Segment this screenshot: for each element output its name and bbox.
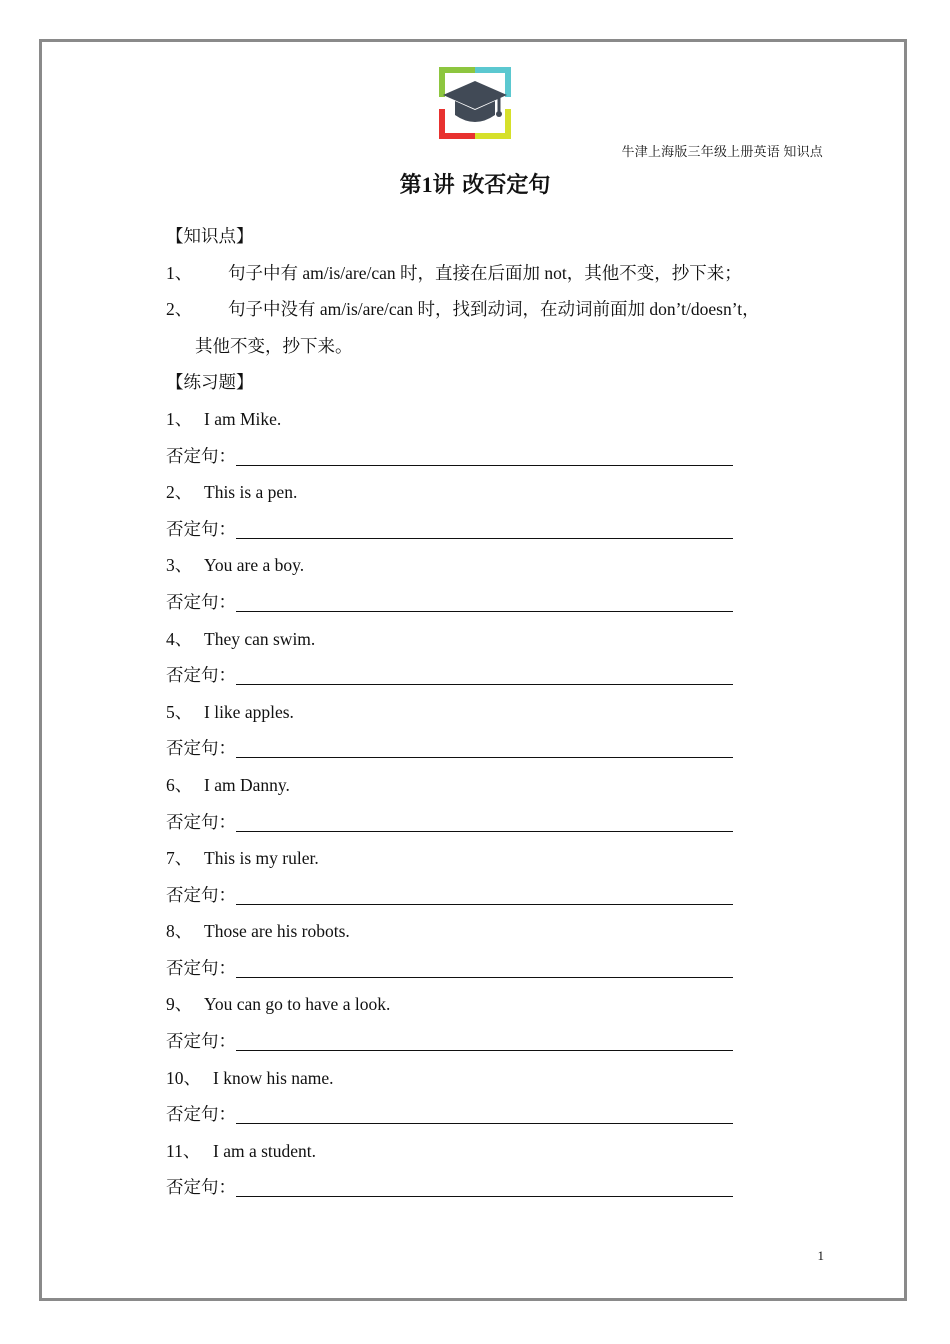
header-note: 牛津上海版三年级上册英语 知识点: [621, 144, 823, 159]
exercise-item: [166, 986, 836, 1023]
answer-row: [166, 438, 836, 475]
exercise-number: 1、: [166, 408, 193, 429]
rule-1: [166, 255, 836, 292]
exercise-number: 3、: [166, 555, 193, 576]
answer-row: [166, 1096, 836, 1133]
answer-row: [166, 730, 836, 767]
rule-number: 1、: [166, 262, 193, 283]
exercise-sentence: You are a boy.: [204, 555, 305, 576]
exercise-sentence: I know his name.: [213, 1067, 334, 1088]
answer-row: [166, 511, 836, 548]
exercise-sentence: You can go to have a look.: [204, 994, 391, 1015]
exercise-sentence: This is my ruler.: [204, 848, 319, 869]
answer-row: [166, 804, 836, 841]
answer-row: [166, 657, 836, 694]
answer-row: [166, 950, 836, 987]
exercise-number: 5、: [166, 701, 193, 722]
exercise-sentence: Those are his robots.: [204, 921, 350, 942]
exercise-item: [166, 1133, 836, 1170]
answer-row: [166, 1023, 836, 1060]
answer-row: [166, 584, 836, 621]
answer-blank[interactable]: [236, 1028, 733, 1051]
graduation-cap-logo-icon: [439, 67, 511, 139]
answer-label: 否定句：: [166, 591, 236, 612]
answer-blank[interactable]: [236, 809, 733, 832]
rule-2: [166, 291, 836, 328]
exercise-item: [166, 913, 836, 950]
answer-blank[interactable]: [236, 735, 733, 758]
answer-label: 否定句：: [166, 665, 236, 686]
answer-blank[interactable]: [236, 662, 733, 685]
exercise-sentence: They can swim.: [204, 628, 316, 649]
exercise-sentence: I like apples.: [204, 701, 294, 722]
exercise-item: [166, 840, 836, 877]
exercise-sentence: I am a student.: [213, 1140, 317, 1161]
answer-label: 否定句：: [166, 445, 236, 466]
exercise-item: [166, 547, 836, 584]
rule-2-continuation: 其他不变，抄下来。: [195, 335, 353, 356]
answer-row: [166, 1169, 836, 1206]
exercise-number: 6、: [166, 774, 193, 795]
answer-label: 否定句：: [166, 957, 236, 978]
exercise-sentence: This is a pen.: [204, 482, 298, 503]
worksheet-content: [166, 218, 836, 1206]
exercise-sentence: I am Mike.: [204, 408, 282, 429]
exercise-item: [166, 694, 836, 731]
answer-label: 否定句：: [166, 1104, 236, 1125]
answer-blank[interactable]: [236, 443, 733, 466]
answer-blank[interactable]: [236, 589, 733, 612]
answer-label: 否定句：: [166, 1031, 236, 1052]
exercise-item: [166, 767, 836, 804]
exercise-number: 7、: [166, 848, 193, 869]
exercise-number: 11、: [166, 1140, 201, 1161]
exercise-sentence: I am Danny.: [204, 774, 290, 795]
knowledge-heading: 【知识点】: [166, 226, 254, 246]
exercise-item: [166, 1060, 836, 1097]
answer-blank[interactable]: [236, 882, 733, 905]
title-suffix: 讲 改否定句: [432, 173, 551, 198]
answer-blank[interactable]: [236, 516, 733, 539]
answer-label: 否定句：: [166, 518, 236, 539]
exercise-item: [166, 401, 836, 438]
exercise-number: 10、: [166, 1067, 201, 1088]
answer-label: 否定句：: [166, 811, 236, 832]
answer-blank[interactable]: [236, 1101, 733, 1124]
title-number: 1: [421, 172, 433, 197]
rule-text: 句子中没有 am/is/are/can 时，找到动词，在动词前面加 don’t/doesn’t，: [228, 299, 760, 320]
answer-blank[interactable]: [236, 1174, 733, 1197]
exercise-item: [166, 621, 836, 658]
title-prefix: 第: [399, 173, 422, 198]
rule-number: 2、: [166, 299, 193, 320]
answer-label: 否定句：: [166, 1177, 236, 1198]
answer-blank[interactable]: [236, 955, 733, 978]
lesson-title: [0, 168, 950, 199]
exercise-number: 8、: [166, 921, 193, 942]
answer-row: [166, 877, 836, 914]
rule-text: 句子中有 am/is/are/can 时，直接在后面加 not，其他不变，抄下来；: [228, 262, 742, 283]
exercise-item: [166, 474, 836, 511]
exercise-number: 4、: [166, 628, 193, 649]
exercise-number: 2、: [166, 482, 193, 503]
answer-label: 否定句：: [166, 884, 236, 905]
exercises-heading: 【练习题】: [166, 372, 254, 393]
exercise-number: 9、: [166, 994, 193, 1015]
page-number: 1: [817, 1248, 824, 1263]
answer-label: 否定句：: [166, 738, 236, 759]
